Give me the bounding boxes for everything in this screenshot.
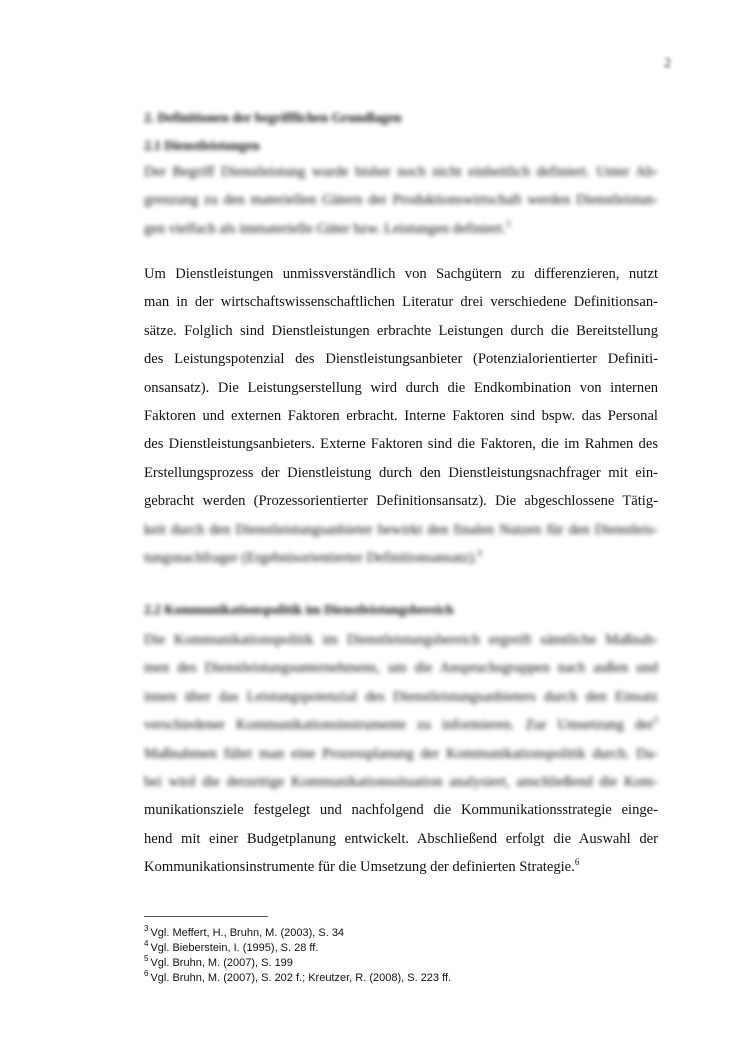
communication-paragraph	[144, 626, 658, 882]
subsection-heading-kommunikationspolitik: 2.2 Kommunikationspolitik im Dienstleistungsbereich	[144, 602, 454, 617]
paragraph-line: bei wird die derzeitige Kommunikationssituation analysiert, anschließend die Kom-	[144, 773, 658, 790]
page-number: 2	[664, 56, 671, 71]
definition-paragraph	[144, 260, 658, 572]
footnote-separator	[144, 916, 268, 917]
footnote-number: 5	[144, 954, 149, 964]
subsection-heading-dienstleistungen: 2.1 Dienstleistungen	[144, 138, 260, 153]
paragraph-line: Faktoren und externen Faktoren erbracht. Interne Faktoren sind bspw. das Personal	[144, 407, 658, 424]
paragraph-line: gebracht werden (Prozessorientierter Definitionsansatz). Die abgeschlossene Tätig-	[144, 493, 658, 510]
footnote	[144, 956, 451, 971]
footnotes	[144, 926, 451, 986]
paragraph-line: hend mit einer Budgetplanung entwickelt. Abschließend erfolgt die Auswahl der	[144, 830, 658, 847]
paragraph-line	[144, 544, 658, 572]
footnote-text: Vgl. Meffert, H., Bruhn, M. (2003), S. 34	[150, 927, 345, 939]
footnote-reference: 3	[505, 218, 511, 229]
footnote-text: Vgl. Bieberstein, I. (1995), S. 28 ff.	[150, 942, 319, 954]
paragraph-line: innen über das Leistungspotenzial des Dienstleistungsanbieters durch den Einsatz	[144, 688, 658, 705]
paragraph-line: keit durch den Dienstleistungsanbieter bewirkt den finalen Nutzen für den Dienstleis-	[144, 521, 658, 538]
footnote-number: 3	[144, 924, 149, 934]
paragraph-line	[144, 853, 658, 881]
paragraph-line-text: verschiedener Kommunikationsinstrumente zu informieren. Zur Umsetzung der	[144, 717, 654, 734]
paragraph-line: man in der wirtschaftswissenschaftlichen Literatur drei verschiedene Definitionsan-	[144, 294, 658, 311]
intro-paragraph	[144, 158, 658, 243]
paragraph-line: Die Kommunikationspolitik im Dienstleistungsbereich ergreift sämtliche Maßnah-	[144, 632, 658, 648]
footnote-text: Vgl. Bruhn, M. (2007), S. 202 f.; Kreutzer, R. (2008), S. 223 ff.	[150, 972, 452, 984]
paragraph-line: Um Dienstleistungen unmissverständlich von Sachgütern zu differenzieren, nutzt	[144, 266, 658, 282]
paragraph-line: Maßnahmen führt man eine Prozessplanung der Kommunikationspolitik durch. Da-	[144, 745, 658, 762]
footnote-reference: 6	[574, 857, 580, 868]
paragraph-line: men des Dienstleistungsunternehmens, um die Anspruchsgruppen nach außen und	[144, 660, 658, 677]
footnote-text: Vgl. Bruhn, M. (2007), S. 199	[150, 957, 293, 969]
footnote-reference: 5	[653, 715, 658, 726]
paragraph-line: des Dienstleistungsanbieters. Externe Faktoren sind die Faktoren, die im Rahmen des	[144, 436, 658, 453]
paragraph-line: sätze. Folglich sind Dienstleistungen erbrachte Leistungen durch die Bereitstellung	[144, 322, 658, 339]
paragraph-line: grenzung zu den materiellen Gütern der Produktionswirtschaft werden Dienstleistun-	[144, 192, 658, 209]
footnote-number: 4	[144, 939, 149, 949]
paragraph-line	[144, 711, 658, 739]
section-heading: 2. Definitionen der begrifflichen Grundlagen	[144, 110, 402, 125]
footnote-number: 6	[144, 969, 149, 979]
paragraph-line-text: gen vielfach als immaterielle Güter bzw. Leistungen definiert.	[144, 220, 506, 237]
footnote	[144, 971, 451, 986]
footnote	[144, 941, 451, 956]
paragraph-line: Der Begriff Dienstleistung wurde bisher noch nicht einheitlich definiert. Unter Ab-	[144, 164, 658, 180]
paragraph-line-text: tungsnachfrager (Ergebnisorientierter Definitionsansatz).	[144, 549, 478, 566]
paragraph-line: onsansatz). Die Leistungserstellung wird durch die Endkombination von internen	[144, 379, 658, 396]
paragraph-line	[144, 215, 658, 243]
footnote-reference: 4	[477, 548, 482, 559]
footnote	[144, 926, 451, 941]
paragraph-line: des Leistungspotenzial des Dienstleistungsanbieter (Potenzialorientierter Definiti-	[144, 351, 658, 368]
paragraph-line: Erstellungsprozess der Dienstleistung durch den Dienstleistungsnachfrager mit ein-	[144, 464, 658, 481]
paragraph-line: munikationsziele festgelegt und nachfolgend die Kommunikationsstrategie einge-	[144, 802, 658, 819]
paragraph-line-text: Kommunikationsinstrumente für die Umsetzung der definierten Strategie.	[144, 859, 575, 876]
